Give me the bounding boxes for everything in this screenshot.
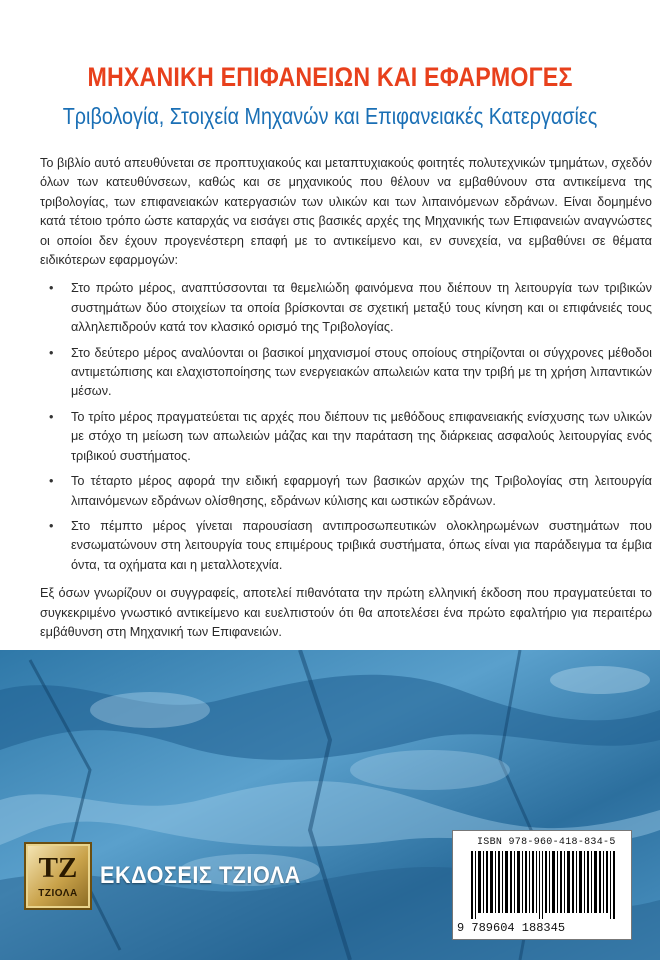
logo-wordmark: ΤΖΙΟΛΑ <box>38 888 78 899</box>
isbn-label: ISBN 978-960-418-834-5 <box>477 837 616 848</box>
logo-monogram: ΤΖ <box>38 852 78 884</box>
book-subtitle: Τριβολογία, Στοιχεία Μηχανών και Επιφανειακές Κατεργασίες <box>62 103 598 129</box>
book-title: ΜΗΧΑΝΙΚΗ ΕΠΙΦΑΝΕΙΩΝ ΚΑΙ ΕΦΑΡΜΟΓΕΣ <box>87 62 573 92</box>
barcode-bars <box>465 851 621 919</box>
list-item: • Το τρίτο μέρος πραγματεύεται τις αρχές που διέπουν τις μεθόδους επιφανειακής ενίσχυσης των υλικών με στόχο τη μείωση των απωλειών μάζας και την παράταση της διάρκειας ασφαλούς λειτουργίας ενός τριβικού συστήματος. <box>40 408 652 466</box>
publisher-logo <box>24 842 92 910</box>
description-closing: Εξ όσων γνωρίζουν οι συγγραφείς, αποτελεί πιθανότατα την πρώτη ελληνική έκδοση που πραγματεύεται το συγκεκριμένο γνωστικό αντικείμενο και ευελπιστούν ότι θα αποτελέσει ένα πρώτο εφαλτήριο για περαιτέρω εμβάθυνση στη Μηχανική των Επιφανειών. <box>40 586 652 639</box>
barcode-digits: 9 789604 188345 <box>457 921 566 935</box>
description-intro: Το βιβλίο αυτό απευθύνεται σε προπτυχιακούς και μεταπτυχιακούς φοιτητές πολυτεχνικών τμημάτων, σχεδόν όλων των κατευθύνσεων, καθώς και σε μηχανικούς που θέλουν να εμβαθύνουν στα αντικείμενα της τριβολογίας, των επιφανειακών κατεργασιών των υλικών και των λιπαινόμενων εδράνων. Είναι δομημένο κατά τέτοιο τρόπο ώστε καταρχάς να εισάγει στις βασικές αρχές της Μηχανικής των Επιφανειών αναγνώστες οι οποίοι δεν έχουν προγενέστερη επαφή με το αντικείμενο και, εν συνεχεία, να εμβαθύνει σε θέματα ειδικότερων εφαρμογών: <box>40 156 652 268</box>
list-item: • Στο πρώτο μέρος, αναπτύσσονται τα θεμελιώδη φαινόμενα που διέπουν τη λειτουργία των τριβικών συστημάτων δύο στοιχείων τα οποία βρίσκονται σε σχετική μεταξύ τους κίνηση και οι επιφάνειές τους αλληλεπιδρούν κατά τον κλασικό ορισμό της Τριβολογίας. <box>40 279 652 337</box>
list-item: • Το τέταρτο μέρος αφορά την ειδική εφαρμογή των βασικών αρχών της Τριβολογίας στη λειτουργία λιπαινόμενων εδράνων ολίσθησης, εδράνων κύλισης και ωστικών εδράνων. <box>40 472 652 511</box>
list-item: • Στο πέμπτο μέρος γίνεται παρουσίαση αντιπροσωπευτικών ολοκληρωμένων συστημάτων που ενσωματώνουν στη λειτουργία τους επιμέρους τριβικά συστήματα, όπως είναι για παράδειγμα τα έμβια όντα, τα οχήματα και η μεταλλοτεχνία. <box>40 517 652 575</box>
list-item: • Στο δεύτερο μέρος αναλύονται οι βασικοί μηχανισμοί στους οποίους στηρίζονται οι σύγχρονες μέθοδοι αντιμετώπισης και ελαχιστοποίησης των ενεργειακών απωλειών κατα την τριβή με τη χρήση λιπαντικών μέσων. <box>40 344 652 402</box>
publisher-name: ΕΚΔΟΣΕΙΣ ΤΖΙΟΛΑ <box>100 862 301 889</box>
parts-list <box>40 279 652 575</box>
isbn-barcode <box>452 830 632 940</box>
book-description <box>40 154 652 642</box>
